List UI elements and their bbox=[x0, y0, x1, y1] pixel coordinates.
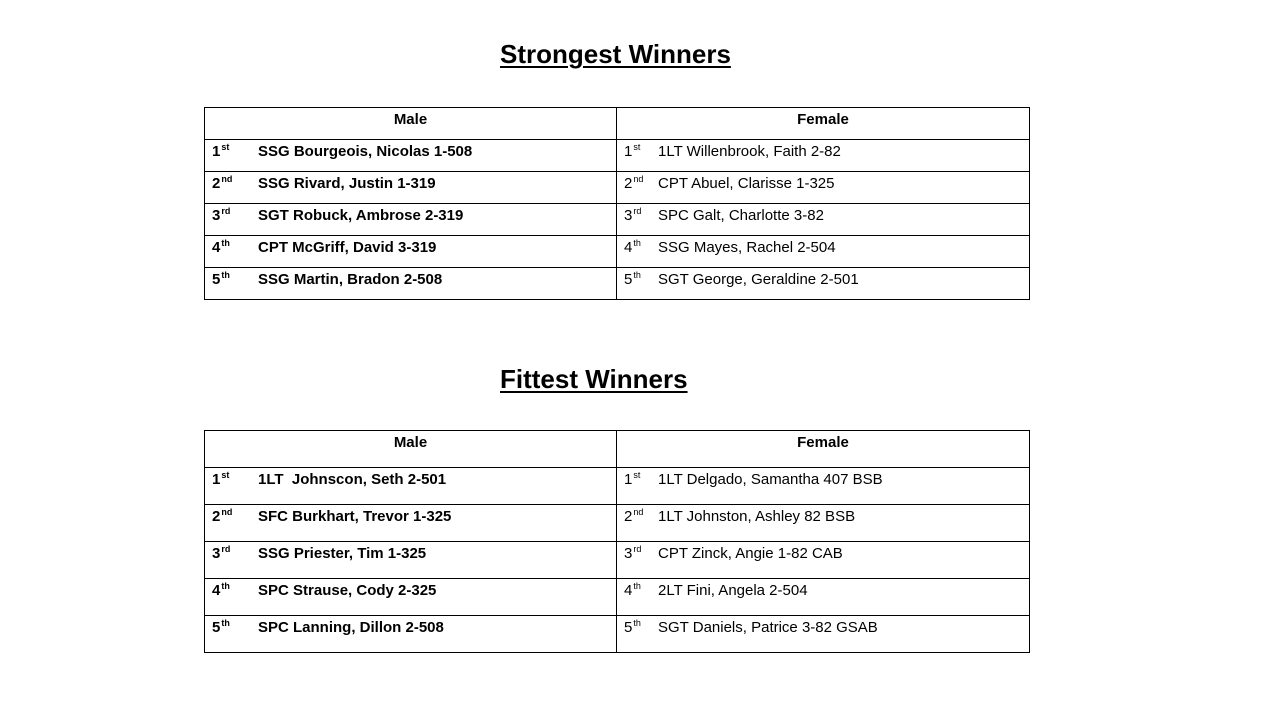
place-label: 2nd bbox=[624, 174, 644, 192]
fittest-winners-title: Fittest Winners bbox=[500, 364, 688, 394]
place-label: 4th bbox=[624, 238, 641, 256]
winner-name: SGT George, Geraldine 2-501 bbox=[658, 271, 859, 288]
table-row bbox=[205, 542, 1030, 579]
female-winner-cell bbox=[617, 579, 1030, 616]
female-column-header: Female bbox=[617, 431, 1030, 468]
table-row bbox=[205, 140, 1030, 172]
winner-name: 1LT Delgado, Samantha 407 BSB bbox=[658, 471, 883, 488]
winner-name: 2LT Fini, Angela 2-504 bbox=[658, 582, 808, 599]
place-label: 2nd bbox=[212, 174, 233, 192]
table-header-row bbox=[205, 108, 1030, 140]
winner-name: CPT McGriff, David 3-319 bbox=[258, 239, 437, 256]
place-label: 2nd bbox=[212, 507, 233, 525]
female-winner-cell bbox=[617, 236, 1030, 268]
place-label: 1st bbox=[212, 142, 230, 160]
winner-name: 1LT Johnston, Ashley 82 BSB bbox=[658, 508, 856, 525]
female-winner-cell bbox=[617, 505, 1030, 542]
female-winner-cell bbox=[617, 204, 1030, 236]
strongest-winners-table bbox=[204, 107, 1030, 300]
table-row bbox=[205, 505, 1030, 542]
table-header-row bbox=[205, 431, 1030, 468]
place-label: 1st bbox=[212, 470, 230, 488]
male-winner-cell bbox=[205, 579, 617, 616]
winner-name: SGT Daniels, Patrice 3-82 GSAB bbox=[658, 619, 878, 636]
winner-name: SSG Bourgeois, Nicolas 1-508 bbox=[258, 143, 473, 160]
winner-name: SSG Rivard, Justin 1-319 bbox=[258, 175, 436, 192]
winner-name: SSG Martin, Bradon 2-508 bbox=[258, 271, 443, 288]
female-winner-cell bbox=[617, 140, 1030, 172]
female-winner-cell bbox=[617, 468, 1030, 505]
male-winner-cell bbox=[205, 204, 617, 236]
male-winner-cell bbox=[205, 505, 617, 542]
place-label: 5th bbox=[624, 270, 641, 288]
place-label: 5th bbox=[212, 618, 230, 636]
place-label: 3rd bbox=[212, 206, 231, 224]
male-winner-cell bbox=[205, 616, 617, 653]
strongest-winners-title: Strongest Winners bbox=[500, 39, 731, 69]
place-label: 4th bbox=[212, 238, 230, 256]
female-winner-cell bbox=[617, 172, 1030, 204]
winner-name: SPC Strause, Cody 2-325 bbox=[258, 582, 437, 599]
place-label: 1st bbox=[624, 142, 641, 160]
table-row bbox=[205, 616, 1030, 653]
winner-name: SSG Mayes, Rachel 2-504 bbox=[658, 239, 836, 256]
winner-name: 1LT Johnscon, Seth 2-501 bbox=[258, 471, 447, 488]
winner-name: SPC Galt, Charlotte 3-82 bbox=[658, 207, 824, 224]
winner-name: SSG Priester, Tim 1-325 bbox=[258, 545, 427, 562]
table-row bbox=[205, 172, 1030, 204]
female-column-header: Female bbox=[617, 108, 1030, 140]
place-label: 4th bbox=[624, 581, 641, 599]
female-winner-cell bbox=[617, 268, 1030, 300]
table-row bbox=[205, 579, 1030, 616]
fittest-winners-table bbox=[204, 430, 1030, 653]
winner-name: CPT Zinck, Angie 1-82 CAB bbox=[658, 545, 843, 562]
table-row bbox=[205, 268, 1030, 300]
male-winner-cell bbox=[205, 172, 617, 204]
table-row bbox=[205, 468, 1030, 505]
male-winner-cell bbox=[205, 468, 617, 505]
winner-name: SPC Lanning, Dillon 2-508 bbox=[258, 619, 444, 636]
male-winner-cell bbox=[205, 542, 617, 579]
winner-name: SFC Burkhart, Trevor 1-325 bbox=[258, 508, 452, 525]
place-label: 5th bbox=[212, 270, 230, 288]
place-label: 2nd bbox=[624, 507, 644, 525]
place-label: 1st bbox=[624, 470, 641, 488]
female-winner-cell bbox=[617, 616, 1030, 653]
winner-name: CPT Abuel, Clarisse 1-325 bbox=[658, 175, 835, 192]
place-label: 4th bbox=[212, 581, 230, 599]
place-label: 3rd bbox=[624, 544, 642, 562]
male-winner-cell bbox=[205, 140, 617, 172]
place-label: 3rd bbox=[624, 206, 642, 224]
male-column-header: Male bbox=[205, 108, 617, 140]
male-column-header: Male bbox=[205, 431, 617, 468]
winner-name: 1LT Willenbrook, Faith 2-82 bbox=[658, 143, 841, 160]
table-row bbox=[205, 236, 1030, 268]
female-winner-cell bbox=[617, 542, 1030, 579]
male-winner-cell bbox=[205, 236, 617, 268]
table-row bbox=[205, 204, 1030, 236]
male-winner-cell bbox=[205, 268, 617, 300]
winner-name: SGT Robuck, Ambrose 2-319 bbox=[258, 207, 464, 224]
place-label: 3rd bbox=[212, 544, 231, 562]
place-label: 5th bbox=[624, 618, 641, 636]
